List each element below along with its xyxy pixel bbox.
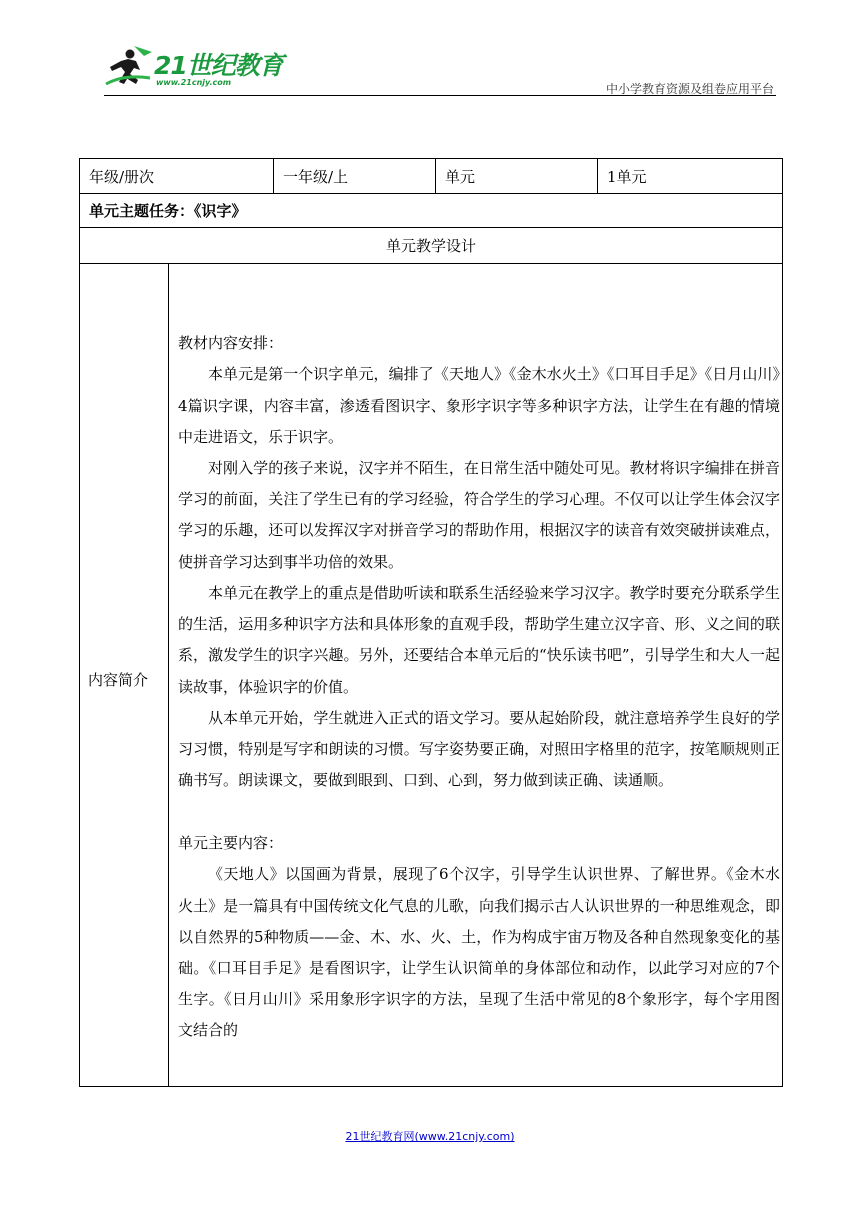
theme-row [80,194,783,228]
paragraph: 本单元是第一个识字单元，编排了《天地人》《金木水火土》《口耳目手足》《日月山川》4篇识字课，内容丰富，渗透看图识字、象形字识字等多种识字方法，让学生在有趣的情境中走进语文，乐于识字。 [178,365,780,446]
grade-value: 一年级/上 [274,159,436,194]
intro-label: 内容简介 [80,264,169,1087]
unit-theme: 单元主题任务：《识字》 [80,194,783,228]
unit-label: 单元 [436,159,598,194]
content-row [80,264,783,1087]
section-title: 单元主要内容： [178,834,284,853]
design-title: 单元教学设计 [80,228,783,264]
logo-text: 21世纪教育 [154,51,283,80]
paragraph: 从本单元开始，学生就进入正式的语文学习。要从起始阶段，就注意培养学生良好的学习习惯，特别是写字和朗读的习惯。写字姿势要正确，对照田字格里的范字，按笔顺规则正确书写。朗读课文，要做到眼到、口到、心到，努力做到读正确、读通顺。 [178,708,780,790]
unit-design-table [79,158,783,1087]
logo [104,44,284,94]
logo-url: www.21cnjy.com [156,78,232,87]
grade-label: 年级/册次 [80,159,274,194]
design-title-row [80,228,783,264]
page-header [0,0,860,100]
runner-logo-icon [104,44,156,88]
unit-value: 1单元 [598,159,783,194]
meta-row [80,159,783,194]
footer-link[interactable]: 21世纪教育网(www.21cnjy.com) [345,1130,515,1143]
header-divider [104,95,776,96]
intro-content [169,264,783,1087]
paragraph: 《天地人》以国画为背景，展现了6个汉字，引导学生认识世界、了解世界。《金木水火土》是一篇具有中国传统文化气息的儿歌，向我们揭示古人认识世界的一种思维观念，即以自然界的5种物质——金、木、水、火、土，作为构成宇宙万物及各种自然现象变化的基础。《口耳目手足》是看图识字，让学生认识简单的身体部位和动作，以此学习对应的7个生字。《日月山川》采用象形字识字的方法，呈现了生活中常见的8个象形字，每个字用图文结合的 [178,865,780,1040]
platform-name: 中小学教育资源及组卷应用平台 [605,82,774,96]
paragraph: 对刚入学的孩子来说，汉字并不陌生，在日常生活中随处可见。教材将识字编排在拼音学习的前面，关注了学生已有的学习经验，符合学生的学习心理。不仅可以让学生体会汉字学习的乐趣，还可以发挥汉字对拼音学习的帮助作用，根据汉字的读音有效突破拼读难点，使拼音学习达到事半功倍的效果。 [178,459,780,571]
paragraph: 本单元在教学上的重点是借助听读和联系生活经验来学习汉字。教学时要充分联系学生的生活，运用多种识字方法和具体形象的直观手段，帮助学生建立汉字音、形、义之间的联系，激发学生的识字兴趣。另外，还要结合本单元后的“快乐读书吧”，引导学生和大人一起读故事，体验识字的价值。 [178,583,780,696]
section-title: 教材内容安排： [178,334,284,353]
section-gap [178,796,782,828]
